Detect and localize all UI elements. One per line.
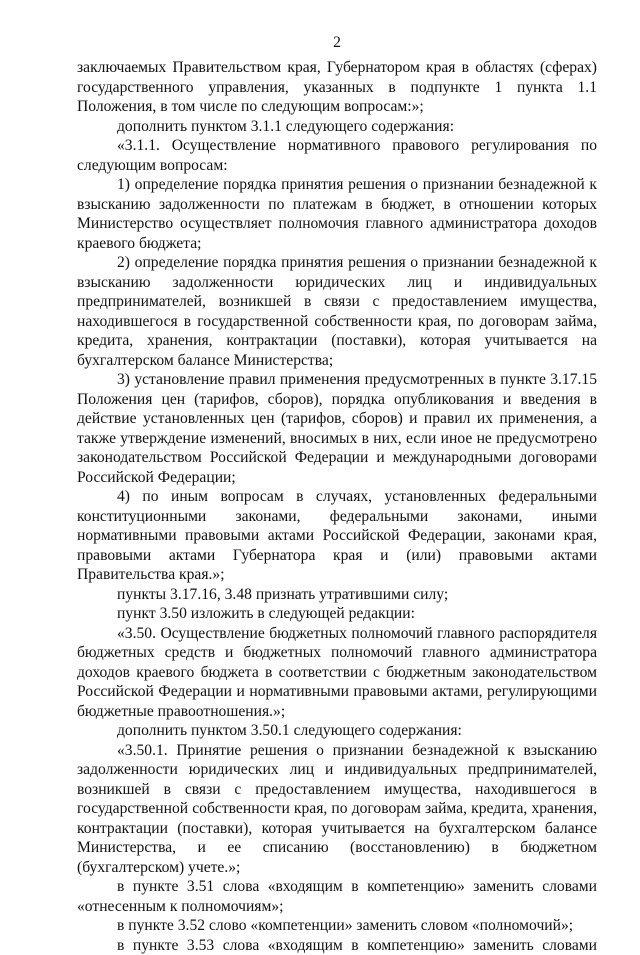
paragraph: в пункте 3.52 слово «компетенции» заменить словом «полномочий»; — [77, 916, 597, 936]
paragraph: 2) определение порядка принятия решения о признании безнадежной к взысканию задолженности юридических лиц и индивидуальных предпринимателей, возникшей в связи с предоставлением имущества, находившегося в государственной собственности края, по договорам займа, кредита, хранения, контрактации (поставки), которая учитывается на бухгалтерском балансе Министерства; — [77, 253, 597, 370]
paragraph: 4) по иным вопросам в случаях, установленных федеральными конституционными законами, федеральными законами, иными нормативными правовыми актами Российской Федерации, законами края, правовыми актами Губернатора края и (или) правовыми актами Правительства края.»; — [77, 487, 597, 585]
paragraph: в пункте 3.53 слова «входящим в компетенцию» заменить словами — [77, 936, 597, 955]
paragraph: «3.50. Осуществление бюджетных полномочий главного распорядителя бюджетных средств и бюджетных полномочий главного администратора доходов краевого бюджета в соответствии с бюджетным законодательством Российской Федерации и нормативными правовыми актами, регулирующими бюджетные правоотношения.»; — [77, 624, 597, 722]
paragraph: 3) установление правил применения предусмотренных в пункте 3.17.15 Положения цен (тарифов, сборов), порядка опубликования и введения в действие установленных цен (тарифов, сборов) и правил их применения, а также утверждение изменений, вносимых в них, если иное не предусмотрено законодательством Российской Федерации и международными договорами Российской Федерации; — [77, 370, 597, 487]
paragraph: «3.50.1. Принятие решения о признании безнадежной к взысканию задолженности юридических лиц и индивидуальных предпринимателей, возникшей в связи с предоставлением имущества, находившегося в государственной собственности края, по договорам займа, кредита, хранения, контрактации (поставки), которая учитывается на бухгалтерском балансе Министерства, и ее списанию (восстановлению) в бюджетном (бухгалтерском) учете.»; — [77, 741, 597, 878]
paragraph: пункт 3.50 изложить в следующей редакции: — [77, 604, 597, 624]
paragraph: 1) определение порядка принятия решения о признании безнадежной к взысканию задолженности по платежам в бюджет, в отношении которых Министерство осуществляет полномочия главного администратора доходов краевого бюджета; — [77, 175, 597, 253]
paragraph: заключаемых Правительством края, Губернатором края в областях (сферах) государственного управления, указанных в подпункте 1 пункта 1.1 Положения, в том числе по следующим вопросам:»; — [77, 58, 597, 117]
paragraph: пункты 3.17.16, 3.48 признать утратившими силу; — [77, 585, 597, 605]
document-body — [77, 58, 597, 955]
paragraph: «3.1.1. Осуществление нормативного правового регулирования по следующим вопросам: — [77, 136, 597, 175]
paragraph: дополнить пунктом 3.1.1 следующего содержания: — [77, 117, 597, 137]
page-number: 2 — [77, 33, 597, 52]
paragraph: дополнить пунктом 3.50.1 следующего содержания: — [77, 721, 597, 741]
paragraph: в пункте 3.51 слова «входящим в компетенцию» заменить словами «отнесенным к полномочиям»; — [77, 877, 597, 916]
